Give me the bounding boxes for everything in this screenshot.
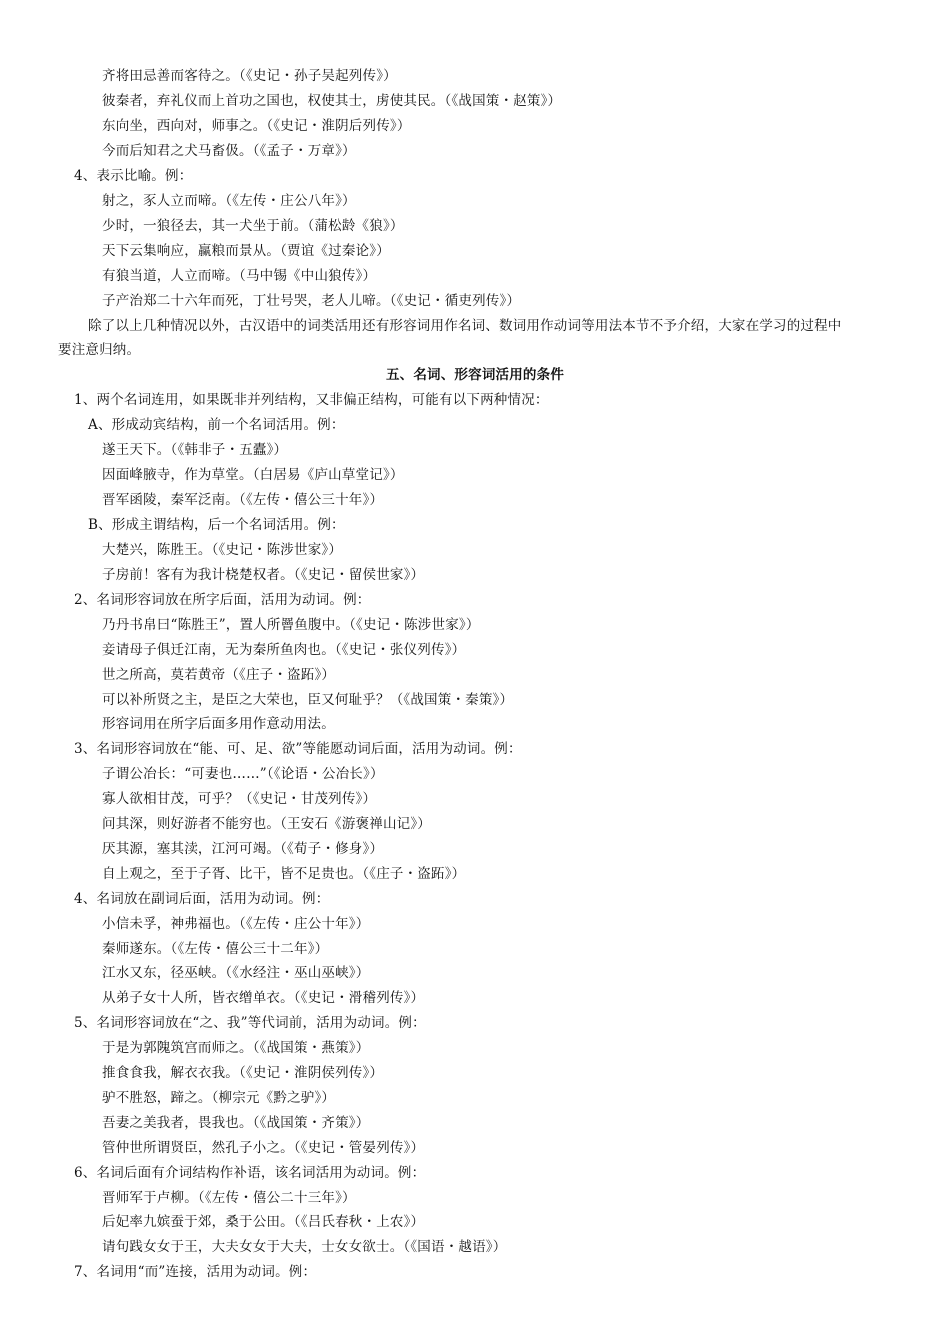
section-item-heading: 4、表示比喻。例： [74, 168, 193, 184]
example-line: 因面峰腋寺，作为草堂。（白居易《庐山草堂记》） [102, 467, 404, 483]
section-item-heading: 7、名词用“而”连接，活用为动词。例： [74, 1264, 317, 1280]
example-line: 妾请母子俱迁江南，无为秦所鱼肉也。（《史记・张仪列传》） [102, 642, 466, 658]
section-heading: 五、名词、形容词活用的条件 [385, 367, 565, 383]
example-line: 推食食我，解衣衣我。（《史记・淮阴侯列传》） [102, 1065, 384, 1081]
example-line: 管仲世所谓贤臣，然孔子小之。（《史记・管晏列传》） [102, 1140, 425, 1156]
example-line: 有狼当道，人立而啼。（马中锡《中山狼传》） [102, 268, 377, 284]
section-item-heading: 4、名词放在副词后面，活用为动词。例： [74, 891, 330, 907]
example-line: 东向坐，西向对，师事之。（《史记・淮阴后列传》） [102, 118, 411, 134]
section-item-heading: 1、两个名词连用，如果既非并列结构，又非偏正结构，可能有以下两种情况： [74, 392, 549, 408]
sub-item-heading: A、形成动宾结构，前一个名词活用。例： [88, 417, 345, 433]
example-line: 齐将田忌善而客待之。（《史记・孙子吴起列传》） [102, 68, 397, 84]
example-line: 自上观之，至于子胥、比干，皆不足贵也。（《庄子・盗跖》） [102, 866, 466, 882]
example-line: 今而后知君之犬马畜伋。（《孟子・万章》） [102, 143, 356, 159]
example-line: 于是为郭隗筑宫而师之。（《战国策・燕策》） [102, 1040, 370, 1056]
example-line: 射之，豕人立而啼。（《左传・庄公八年》） [102, 193, 356, 209]
example-line: 子房前！客有为我计桡楚权者。（《史记・留侯世家》） [102, 567, 425, 583]
paragraph-line: 除了以上几种情况以外，古汉语中的词类活用还有形容词用作名词、数词用作动词等用法本节不予介绍，大家在学习的过程中 [88, 318, 842, 334]
sub-item-heading: B、形成主谓结构，后一个名词活用。例： [88, 517, 345, 533]
example-line: 晋师军于卢柳。（《左传・僖公二十三年》） [102, 1190, 356, 1206]
example-line: 子产治郑二十六年而死，丁壮号哭，老人儿啼。（《史记・循吏列传》） [102, 293, 521, 309]
paragraph-line: 要注意归纳。 [58, 342, 141, 358]
example-line: 世之所高，莫若黄帝（《庄子・盗跖》） [102, 667, 336, 683]
example-line: 请句践女女于王，大夫女女于大夫，士女女欲士。（《国语・越语》） [102, 1239, 507, 1255]
example-line: 可以补所贤之主，是臣之大荣也，臣又何耻乎？（《战国策・秦策》） [102, 692, 514, 708]
example-line: 遂王天下。（《韩非子・五蠹》） [102, 442, 288, 458]
example-line: 晋军函陵，秦军泛南。（《左传・僖公三十年》） [102, 492, 384, 508]
example-line: 寡人欲相甘茂，可乎？（《史记・甘茂列传》） [102, 791, 377, 807]
example-line: 小信未孚，神弗福也。（《左传・庄公十年》） [102, 916, 370, 932]
section-item-heading: 5、名词形容词放在“之、我”等代词前，活用为动词。例： [74, 1015, 426, 1031]
example-line: 子谓公冶长：“可妻也……”（《论语・公冶长》） [102, 766, 384, 782]
section-item-heading: 2、名词形容词放在所字后面，活用为动词。例： [74, 592, 371, 608]
example-line: 乃丹书帛曰“陈胜王”，置人所罾鱼腹中。（《史记・陈涉世家》） [102, 617, 480, 633]
example-line: 从弟子女十人所，皆衣缯单衣。（《史记・滑稽列传》） [102, 990, 425, 1006]
example-line: 厌其源，塞其渎，江河可竭。（《荀子・修身》） [102, 841, 384, 857]
example-line: 大楚兴，陈胜王。（《史记・陈涉世家》） [102, 542, 343, 558]
example-line: 江水又东，径巫峡。（《水经注・巫山巫峡》） [102, 965, 370, 981]
example-line: 驴不胜怒，蹄之。（柳宗元《黔之驴》） [102, 1090, 336, 1106]
section-item-heading: 3、名词形容词放在“能、可、足、欲”等能愿动词后面，活用为动词。例： [74, 741, 522, 757]
example-line: 后妃率九嫔蚕于郊，桑于公田。（《吕氏春秋・上农》） [102, 1214, 425, 1230]
example-line: 秦师遂东。（《左传・僖公三十二年》） [102, 941, 329, 957]
example-line: 天下云集响应，赢粮而景从。（贾谊《过秦论》） [102, 243, 390, 259]
section-item-heading: 6、名词后面有介词结构作补语，该名词活用为动词。例： [74, 1165, 426, 1181]
example-line: 彼秦者，弃礼仪而上首功之国也，权使其士，虏使其民。（《战国策・赵策》） [102, 93, 562, 109]
example-line: 问其深，则好游者不能穷也。（王安石《游褒禅山记》） [102, 816, 431, 832]
example-line: 吾妻之美我者，畏我也。（《战国策・齐策》） [102, 1115, 370, 1131]
note-line: 形容词用在所字后面多用作意动用法。 [102, 716, 335, 732]
example-line: 少时，一狼径去，其一犬坐于前。（蒲松龄《狼》） [102, 218, 404, 234]
